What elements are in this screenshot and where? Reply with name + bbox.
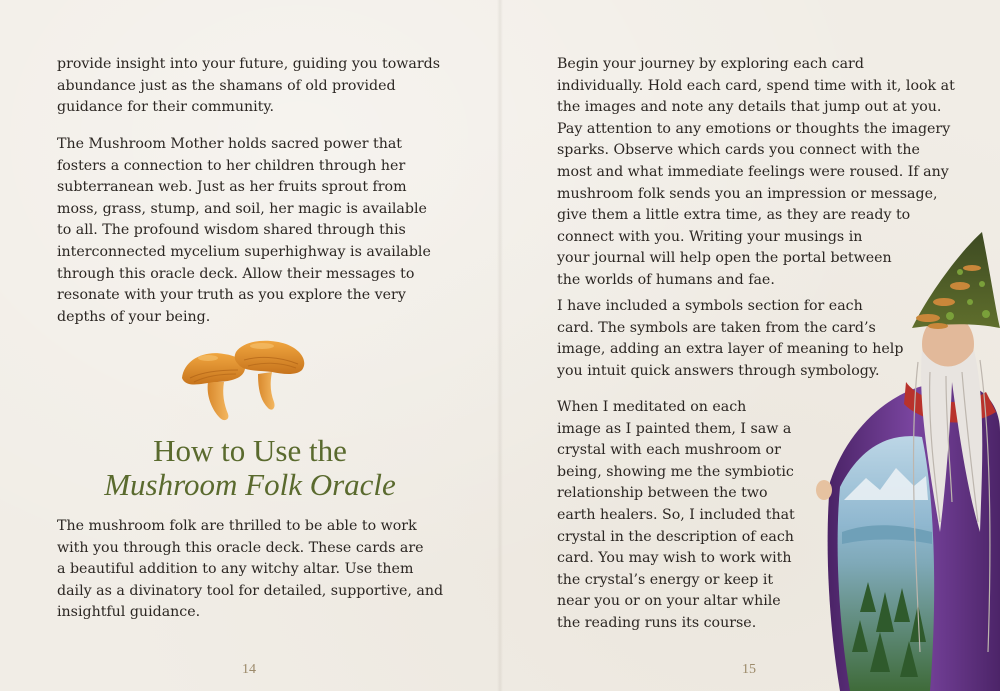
- text-line: near you or on your altar while: [557, 593, 781, 610]
- text-line: image as I painted them, I saw a: [557, 420, 792, 437]
- text-line: the worlds of humans and fae.: [557, 271, 775, 288]
- text-line: daily as a divinatory tool for detailed, supportive, and: [57, 582, 444, 599]
- text-line: insightful guidance.: [57, 604, 201, 621]
- mushroom-wizard-illustration: [810, 232, 1000, 691]
- text-line: card. You may wish to work with: [557, 550, 792, 567]
- chanterelle-mushroom-illustration: [178, 338, 310, 424]
- text-line: I have included a symbols section for each: [557, 298, 863, 314]
- right-paragraph-3: [557, 397, 795, 635]
- text-line: The Mushroom Mother holds sacred power that: [57, 136, 403, 152]
- text-line: subterranean web. Just as her fruits sprout from: [57, 179, 407, 196]
- page-number-right: 15: [742, 662, 756, 677]
- text-line: moss, grass, stump, and soil, her magic is available: [57, 200, 427, 217]
- text-line: mushroom folk sends you an impression or message,: [557, 185, 938, 202]
- text-line: image, adding an extra layer of meaning to help: [557, 341, 904, 358]
- text-line: individually. Hold each card, spend time with it, look at: [557, 77, 955, 94]
- text-line: interconnected mycelium superhighway is available: [57, 243, 431, 260]
- text-line: your journal will help open the portal between: [557, 250, 892, 267]
- text-line: resonate with your truth as you explore the very: [57, 287, 406, 304]
- heading-line-2: Mushroom Folk Oracle: [104, 467, 396, 502]
- text-line: to all. The profound wisdom shared through this: [57, 222, 406, 239]
- heading-line-1: How to Use the: [153, 433, 347, 468]
- text-line: the reading runs its course.: [557, 614, 757, 631]
- text-line: Begin your journey by exploring each card: [557, 56, 864, 72]
- text-line: connect with you. Writing your musings in: [557, 228, 863, 245]
- text-line: card. The symbols are taken from the card’s: [557, 319, 876, 336]
- text-line: give them a little extra time, as they are ready to: [557, 207, 911, 224]
- text-line: provide insight into your future, guiding you towards: [57, 56, 441, 72]
- text-line: guidance for their community.: [57, 99, 274, 116]
- text-line: The mushroom folk are thrilled to be able to work: [57, 518, 417, 534]
- text-line: a beautiful addition to any witchy altar. Use them: [57, 561, 414, 578]
- text-line: abundance just as the shamans of old provided: [57, 77, 396, 94]
- text-line: being, showing me the symbiotic: [557, 463, 794, 480]
- text-line: fosters a connection to her children through her: [57, 157, 406, 174]
- text-line: with you through this oracle deck. These cards are: [57, 539, 424, 556]
- left-paragraph-2: [57, 134, 431, 328]
- left-paragraph-3: [57, 516, 443, 624]
- page-number-left: 14: [242, 662, 256, 677]
- text-line: most and what immediate feelings were roused. If any: [557, 163, 949, 180]
- text-line: crystal in the description of each: [557, 528, 794, 545]
- text-line: depths of your being.: [57, 308, 211, 325]
- right-page: [500, 0, 1000, 691]
- left-paragraph-1: [57, 54, 440, 119]
- text-line: you intuit quick answers through symbology.: [557, 362, 880, 379]
- text-line: the images and note any details that jump out at you.: [557, 99, 942, 116]
- text-line: crystal with each mushroom or: [557, 442, 781, 459]
- text-line: relationship between the two: [557, 485, 768, 502]
- text-line: through this oracle deck. Allow their messages to: [57, 265, 415, 282]
- section-heading: [60, 434, 440, 502]
- text-line: When I meditated on each: [557, 399, 747, 415]
- text-line: sparks. Observe which cards you connect with the: [557, 142, 920, 159]
- text-line: the crystal’s energy or keep it: [557, 571, 774, 588]
- text-line: earth healers. So, I included that: [557, 506, 795, 523]
- text-line: Pay attention to any emotions or thoughts the imagery: [557, 120, 951, 137]
